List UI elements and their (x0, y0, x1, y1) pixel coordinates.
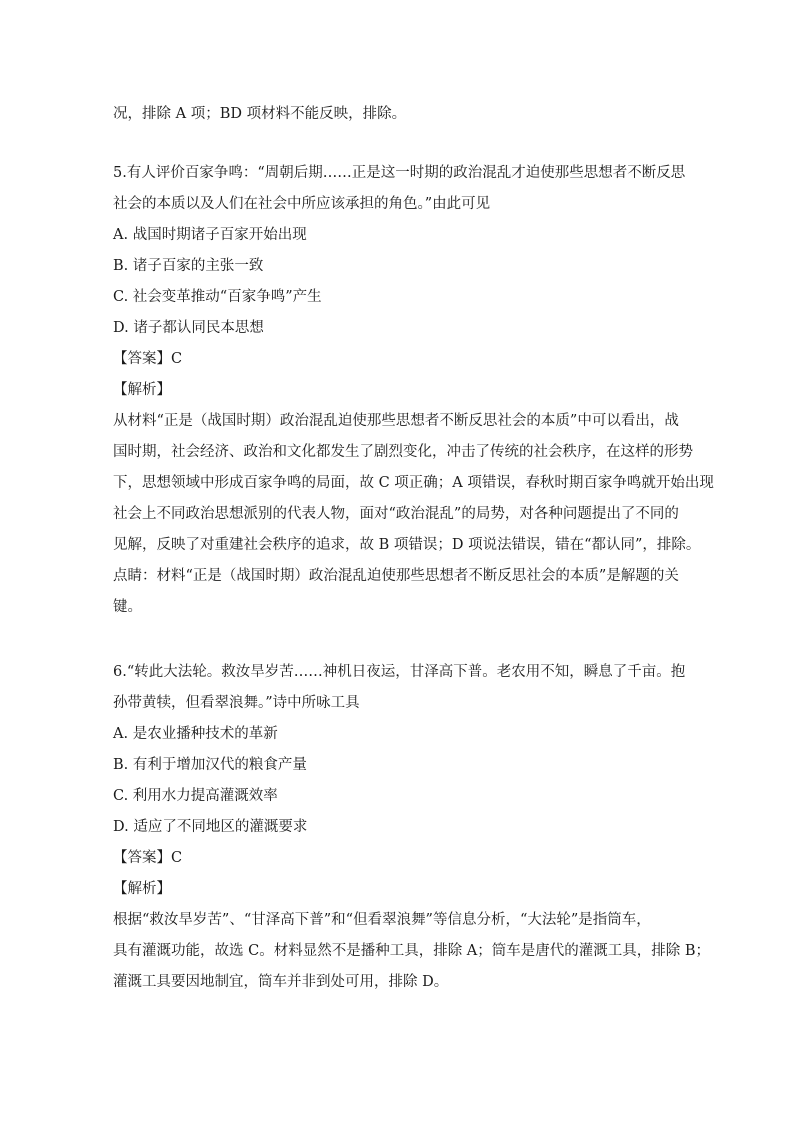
question-5-option-b: B. 诸子百家的主张一致 (113, 258, 264, 274)
question-6-explanation-line-2: 具有灌溉功能，故选 C。材料显然不是播种工具，排除 A；筒车是唐代的灌溉工具，排除 B； (113, 943, 711, 959)
question-5-option-c: C. 社会变革推动“百家争鸣”产生 (113, 289, 322, 305)
question-6-explanation-line-3: 灌溉工具要因地制宜，筒车并非到处可用，排除 D。 (113, 974, 449, 990)
question-6-option-b: B. 有利于增加汉代的粮食产量 (113, 757, 307, 773)
question-5-option-a: A. 战国时期诸子百家开始出现 (113, 227, 307, 243)
question-5-explanation-line-1: 从材料“正是（战国时期）政治混乱迫使那些思想者不断反思社会的本质”中可以看出，战 (113, 413, 679, 429)
question-5-stem-line-2: 社会的本质以及人们在社会中所应该承担的角色。”由此可见 (113, 196, 491, 212)
question-6-option-a: A. 是农业播种技术的革新 (113, 726, 278, 742)
question-5-answer: 【答案】C (113, 351, 183, 367)
question-5-explanation-line-3: 下，思想领域中形成百家争鸣的局面，故 C 项正确；A 项错误，春秋时期百家争鸣就开始出现 (113, 475, 714, 491)
question-5-explanation-line-5: 见解，反映了对重建社会秩序的追求，故 B 项错误；D 项说法错误，错在“都认同”，排除。 (113, 537, 701, 553)
question-6-stem-line-2: 孙带黄犊，但看翠浪舞。”诗中所咏工具 (113, 695, 360, 711)
question-6-explanation-line-1: 根据“救汝旱岁苦”、“甘泽高下普”和“但看翠浪舞”等信息分析，“大法轮”是指筒车， (113, 912, 651, 928)
question-5-analysis-label: 【解析】 (113, 382, 171, 398)
question-6-option-c: C. 利用水力提高灌溉效率 (113, 788, 278, 804)
question-5-explanation-line-4: 社会上不同政治思想派别的代表人物，面对“政治混乱”的局势，对各种问题提出了不同的 (113, 506, 679, 522)
question-6-option-d: D. 适应了不同地区的灌溉要求 (113, 819, 308, 835)
question-6-stem-line-1: 6.“转此大法轮。救汝旱岁苦……神机日夜运，甘泽高下普。老农用不知，瞬息了千亩。抱 (113, 664, 686, 680)
question-5-option-d: D. 诸子都认同民本思想 (113, 320, 264, 336)
question-5-stem-line-1: 5.有人评价百家争鸣：“周朝后期……正是这一时期的政治混乱才迫使那些思想者不断反思 (113, 165, 686, 181)
question-5-explanation-line-7: 键。 (113, 599, 142, 615)
question-6-analysis-label: 【解析】 (113, 881, 171, 897)
text-line-prev-explanation: 况，排除 A 项；BD 项材料不能反映，排除。 (113, 106, 407, 122)
question-5-explanation-line-6: 点睛：材料“正是（战国时期）政治混乱迫使那些思想者不断反思社会的本质”是解题的关 (113, 568, 679, 584)
question-5-explanation-line-2: 国时期，社会经济、政治和文化都发生了剧烈变化，冲击了传统的社会秩序，在这样的形势 (113, 444, 693, 460)
question-6-answer: 【答案】C (113, 850, 183, 866)
